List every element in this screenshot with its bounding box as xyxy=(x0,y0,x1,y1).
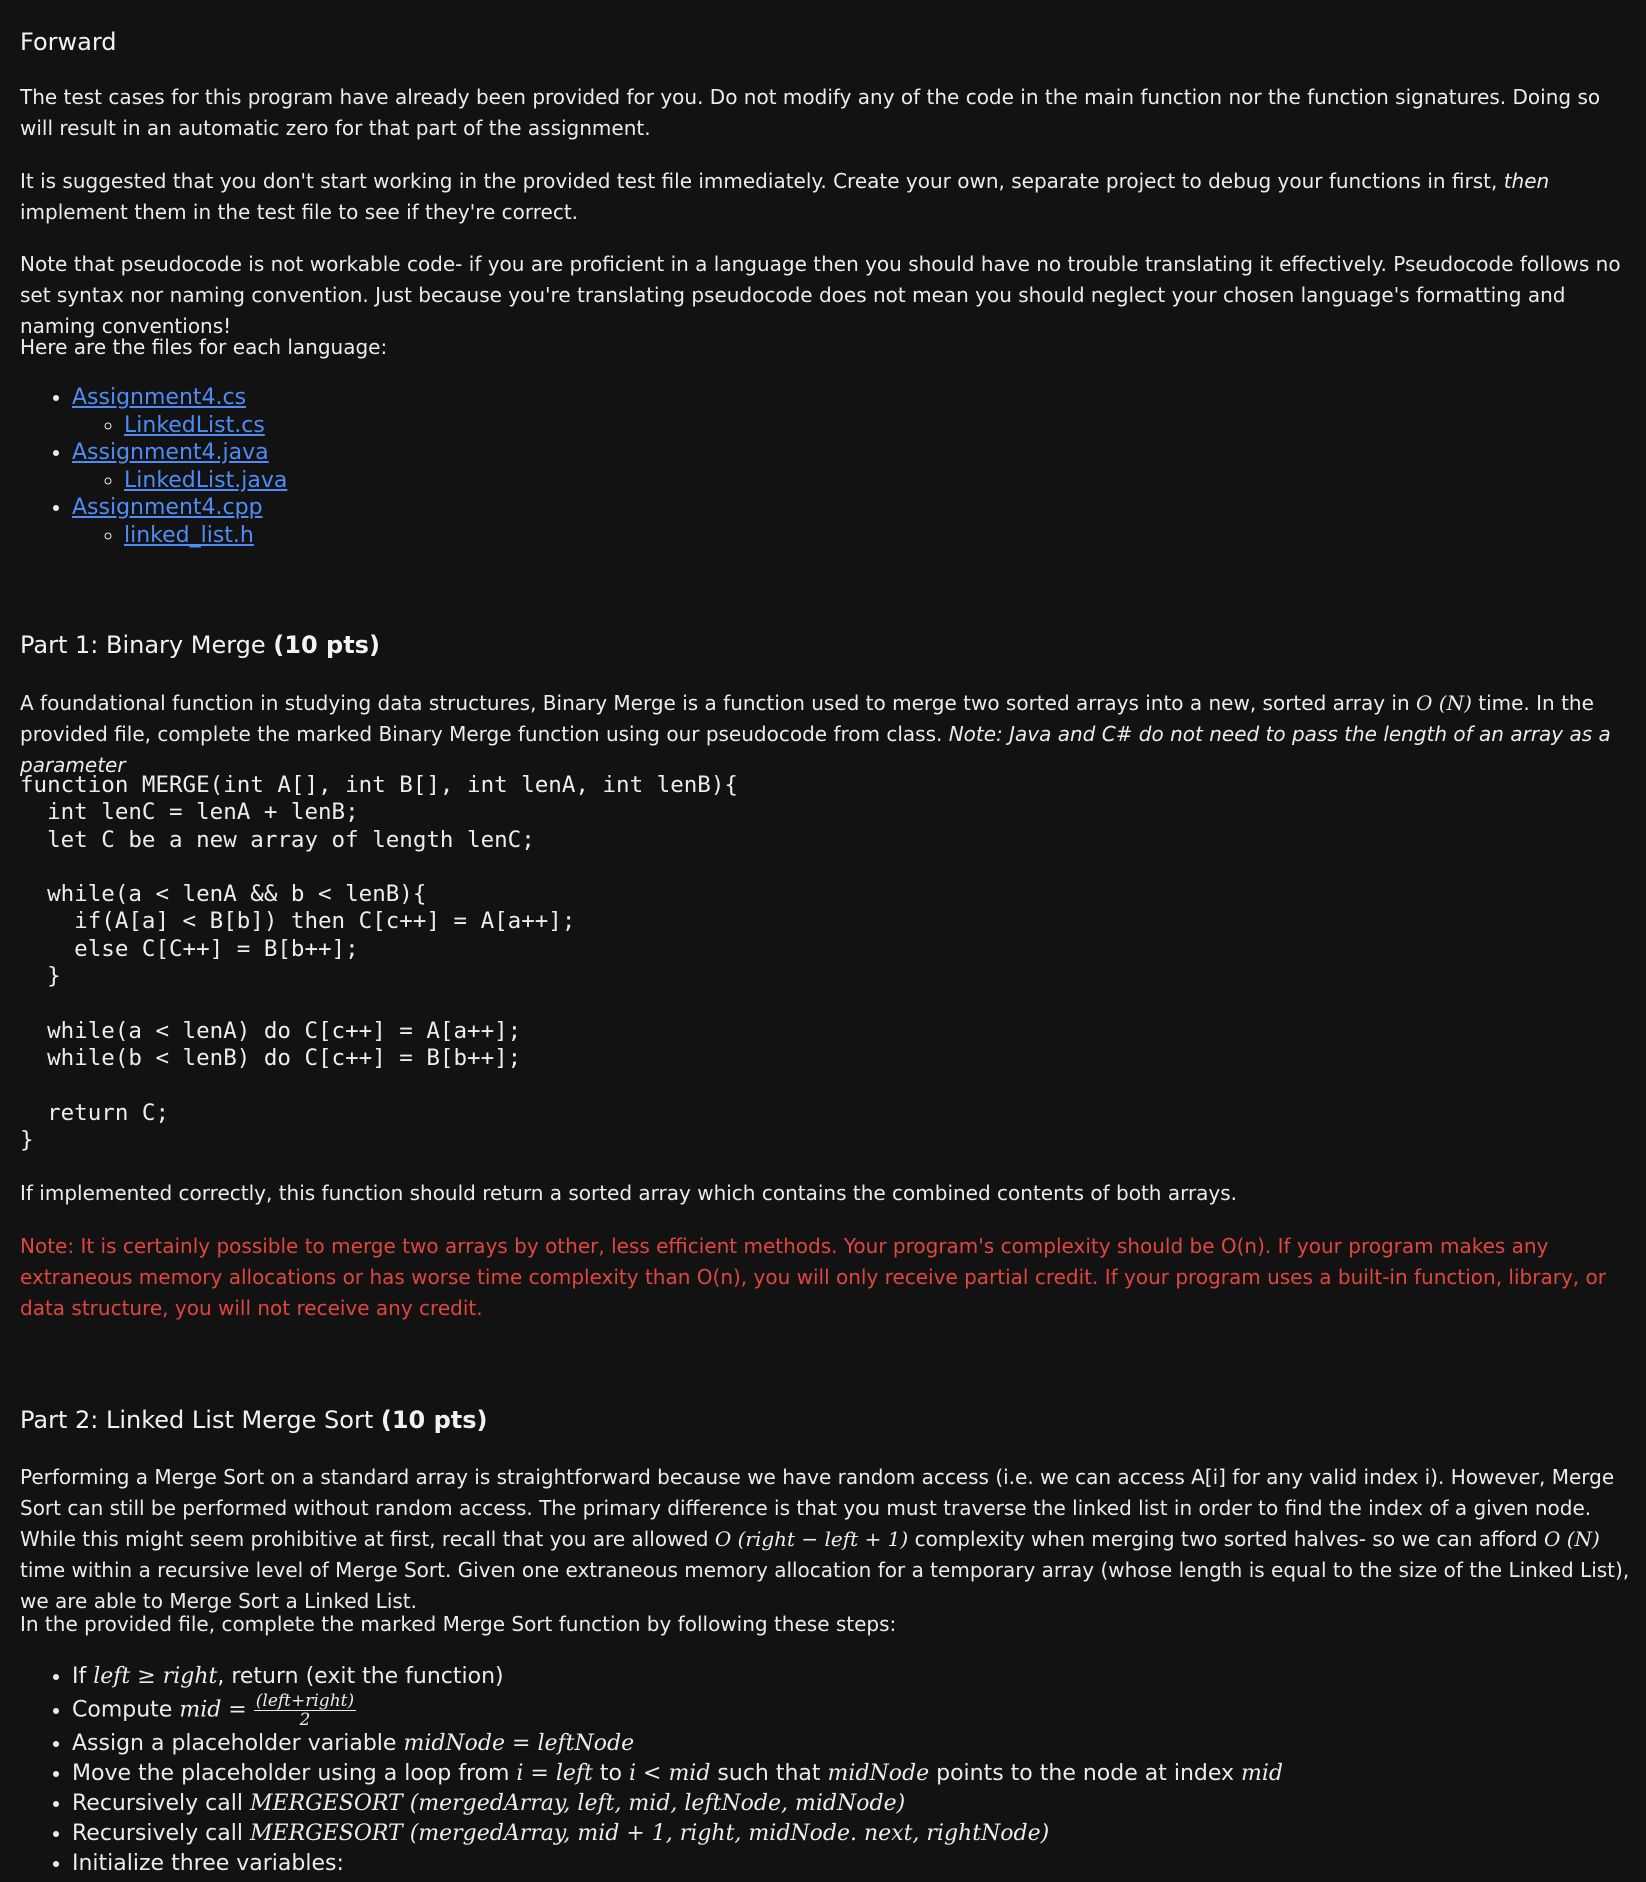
step-item xyxy=(72,1692,1283,1729)
step-item xyxy=(72,1759,1283,1789)
step-math: MERGESORT (mergedArray, left, mid, leftNode, midNode) xyxy=(249,1791,906,1816)
fraction-numerator: (left+right) xyxy=(255,1691,355,1711)
forward-heading: Forward xyxy=(20,28,117,56)
step-text: Move the placeholder using a loop from xyxy=(72,1761,517,1786)
step-text: Initialize three variables: xyxy=(72,1851,344,1876)
step-math: mid = xyxy=(179,1697,247,1723)
part1-heading xyxy=(20,627,380,663)
step-item xyxy=(72,1789,1283,1819)
file-list-subitem xyxy=(124,522,287,550)
part1-intro-note: Note: Java and C# do not need to pass the length of an array as a parameter xyxy=(20,722,1611,777)
file-list-subitem xyxy=(124,412,287,440)
part2-p1-text-2: complexity when merging two sorted halves- so we can afford xyxy=(908,1527,1544,1551)
forward-paragraph-4: Here are the files for each language: xyxy=(20,335,388,359)
fraction-denominator: 2 xyxy=(299,1710,311,1730)
step-math: midNode = leftNode xyxy=(403,1731,635,1756)
step-text: to xyxy=(592,1761,629,1786)
file-link-linked-list-h[interactable]: linked_list.h xyxy=(124,522,254,548)
part2-p1-text-3: time within a recursive level of Merge Sort. Given one extraneous memory allocation for a temporary array (whose length is equal to the size of the Linked List), we are able to Merge Sort a Linked List. xyxy=(20,1558,1630,1613)
step-math: i = left xyxy=(516,1761,593,1786)
forward-paragraph-3: Note that pseudocode is not workable code- if you are proficient in a language then you should have no trouble translating it effectively. Pseudocode follows no set syntax nor naming convention. Just because you're translating pseudocode does not mean you should neglect your chosen language's formatting and naming conventions! xyxy=(20,252,1621,338)
part1-heading-text: Part 1: Binary Merge xyxy=(20,631,274,659)
part2-p1-math-2: O (N) xyxy=(1543,1527,1600,1551)
forward-paragraph-1: The test cases for this program have already been provided for you. Do not modify any of the code in the main function nor the function signatures. Doing so will result in an automatic zero for that part of the assignment. xyxy=(20,85,1601,140)
step-fraction xyxy=(254,1692,356,1729)
step-text: , return (exit the function) xyxy=(217,1664,504,1689)
file-list-item xyxy=(72,494,287,549)
part1-points: (10 pts) xyxy=(273,631,380,659)
part2-paragraph-2: In the provided file, complete the marked Merge Sort function by following these steps: xyxy=(20,1612,897,1636)
file-link-linkedlist-java[interactable]: LinkedList.java xyxy=(124,467,288,493)
step-text: Compute xyxy=(72,1697,180,1723)
part1-red-note: Note: It is certainly possible to merge two arrays by other, less efficient methods. Your program's complexity should be O(n). If your program makes any extraneous memory allocations or has worse time complexity than O(n), you will only receive partial credit. If your program uses a built-in function, library, or data structure, you will not receive any credit. xyxy=(20,1234,1606,1320)
part1-after-code: If implemented correctly, this function should return a sorted array which contains the combined contents of both arrays. xyxy=(20,1181,1238,1205)
forward-p2-emphasis: then xyxy=(1503,169,1550,193)
step-math: midNode xyxy=(827,1761,930,1786)
step-item xyxy=(72,1849,1283,1879)
file-list-subitem xyxy=(124,467,287,495)
step-text: Recursively call xyxy=(72,1791,250,1816)
step-text: points to the node at index xyxy=(929,1761,1242,1786)
part2-paragraph-1 xyxy=(20,1462,1640,1617)
part1-intro xyxy=(20,688,1630,781)
part2-points: (10 pts) xyxy=(380,1406,488,1434)
step-math: MERGESORT (mergedArray, mid + 1, right, midNode. next, rightNode) xyxy=(249,1821,1050,1846)
step-item xyxy=(72,1662,1283,1692)
merge-pseudocode: function MERGE(int A[], int B[], int lenA, int lenB){ int lenC = lenA + lenB; let C be a new array of length lenC; while(a < lenA && b < lenB){ if(A[a] < B[b]) then C[c++] = A[a++]; else C[C++] = B[b++]; } while(a < lenA) do C[c++] = A[a++]; while(b < lenB) do C[c++] = B[b++]; return C; } xyxy=(20,772,738,1153)
file-link-assignment4-java[interactable]: Assignment4.java xyxy=(72,440,269,465)
step-item xyxy=(72,1729,1283,1759)
file-list-item xyxy=(72,384,287,439)
step-text: such that xyxy=(710,1761,828,1786)
step-math: left ≥ right xyxy=(93,1664,218,1689)
forward-p2-text: It is suggested that you don't start working in the provided test file immediately. Create your own, separate project to debug your functions in first, xyxy=(20,169,1504,193)
file-link-assignment4-cpp[interactable]: Assignment4.cpp xyxy=(72,495,263,520)
part1-intro-text: A foundational function in studying data structures, Binary Merge is a function used to merge two sorted arrays into a new, sorted array in xyxy=(20,691,1417,715)
part2-heading-text: Part 2: Linked List Merge Sort xyxy=(20,1406,381,1434)
step-math: i < mid xyxy=(628,1761,711,1786)
part2-p1-math-1: O (right − left + 1) xyxy=(714,1527,909,1551)
merge-sort-steps xyxy=(20,1662,1283,1879)
forward-p2-text-end: implement them in the test file to see if they're correct. xyxy=(20,200,579,224)
part1-intro-text-end: time. In the provided file, complete the marked Binary Merge function using our pseudocode from class. xyxy=(20,691,1594,746)
file-link-assignment4-cs[interactable]: Assignment4.cs xyxy=(72,385,247,410)
part2-heading xyxy=(20,1402,488,1438)
step-math: mid xyxy=(1241,1761,1284,1786)
part2-p1-text: Performing a Merge Sort on a standard array is straightforward because we have random access (i.e. we can access A[i] for any valid index i). However, Merge Sort can still be performed without random access. The primary difference is that you must traverse the linked list in order to find the index of a given node. While this might seem prohibitive at first, recall that you are allowed xyxy=(20,1465,1615,1551)
forward-paragraph-2 xyxy=(20,166,1640,228)
file-list xyxy=(20,384,287,549)
file-list-item xyxy=(72,439,287,494)
file-link-linkedlist-cs[interactable]: LinkedList.cs xyxy=(124,412,265,438)
part1-intro-math: O (N) xyxy=(1416,691,1472,715)
step-text: If xyxy=(72,1664,94,1689)
step-text: Assign a placeholder variable xyxy=(72,1731,404,1756)
step-text: Recursively call xyxy=(72,1821,250,1846)
step-item xyxy=(72,1819,1283,1849)
